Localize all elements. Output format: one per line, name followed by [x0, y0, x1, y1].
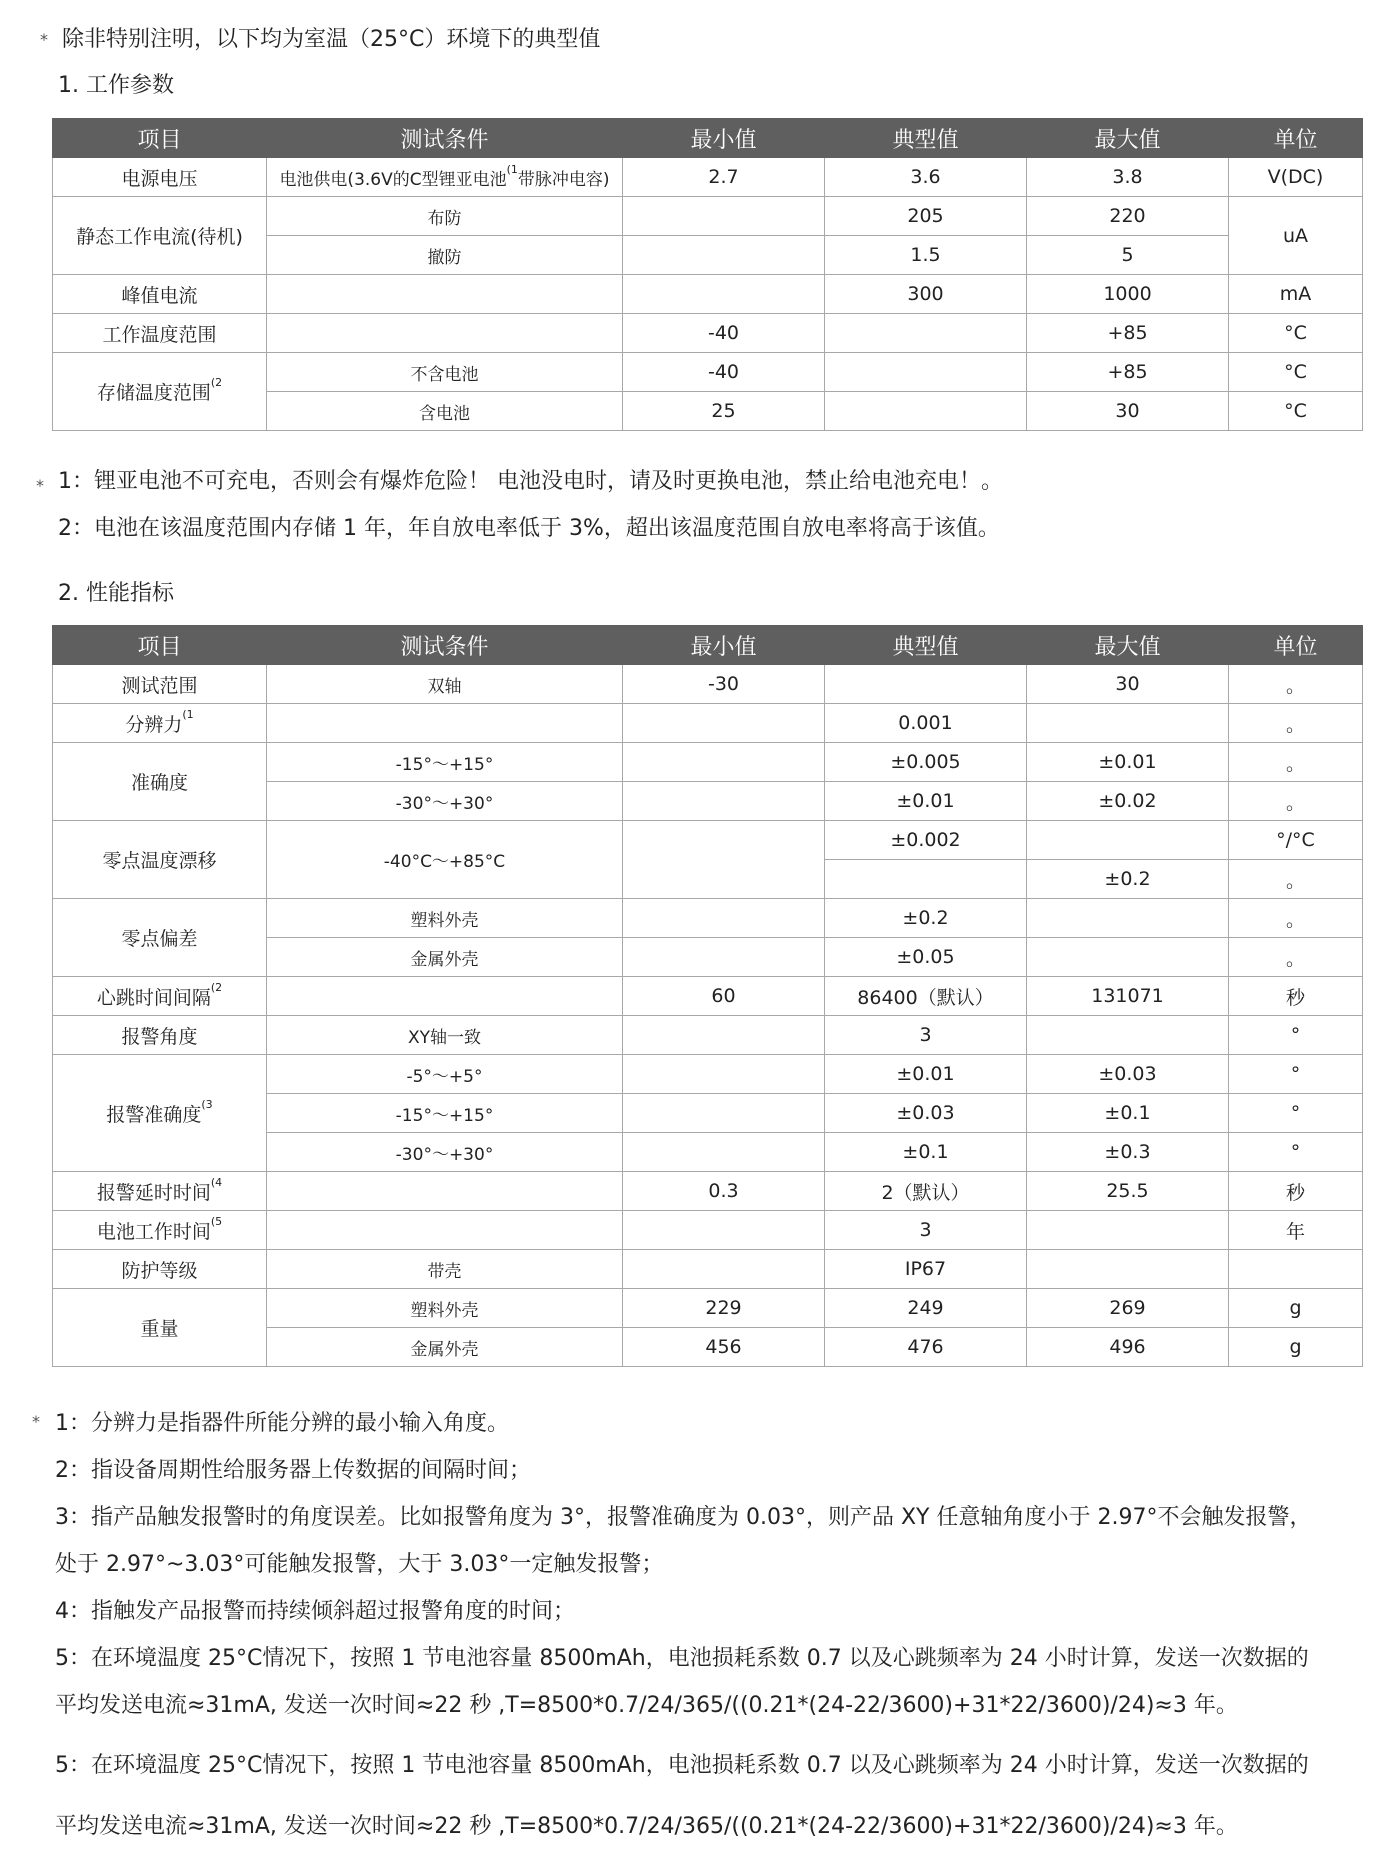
row-min [623, 1016, 825, 1055]
row-min [623, 236, 825, 275]
row-condition: 带壳 [267, 1250, 623, 1289]
row-item: 重量 [53, 1289, 267, 1367]
footnote-ref: (1 [182, 707, 194, 721]
header-max: 最大值 [1027, 626, 1229, 665]
note-battery-life-repeat: 5：在环境温度 25°C情况下，按照 1 节电池容量 8500mAh，电池损耗系数 0.7 以及心跳频率为 24 小时计算，发送一次数据的 [55, 1753, 1309, 1778]
row-condition: -15°～+15° [267, 743, 623, 782]
row-min: -40 [623, 353, 825, 392]
table-row [53, 1289, 1363, 1328]
note-storage-temperature: 2：电池在该温度范围内存储 1 年，年自放电率低于 3%，超出该温度范围自放电率将高于该值。 [58, 516, 1000, 541]
row-item: 报警角度 [53, 1016, 267, 1055]
row-typical: 2（默认） [825, 1172, 1027, 1211]
row-item: 静态工作电流(待机) [53, 197, 267, 275]
footnote-ref: (1 [506, 162, 518, 176]
row-item: 测试范围 [53, 665, 267, 704]
header-unit: 单位 [1229, 626, 1363, 665]
row-min: 2.7 [623, 158, 825, 197]
row-unit: ° [1229, 1016, 1363, 1055]
row-condition: -5°～+5° [267, 1055, 623, 1094]
row-typical: 0.001 [825, 704, 1027, 743]
condition-text: 电池供电(3.6V的C型锂亚电池 [279, 169, 507, 190]
row-condition: -15°～+15° [267, 1094, 623, 1133]
header-condition: 测试条件 [267, 626, 623, 665]
row-unit: V(DC) [1229, 158, 1363, 197]
footnote-ref: (3 [201, 1097, 213, 1111]
row-unit: g [1229, 1328, 1363, 1367]
header-condition: 测试条件 [267, 119, 623, 158]
row-min [623, 1094, 825, 1133]
row-typical: 3.6 [825, 158, 1027, 197]
header-min: 最小值 [623, 626, 825, 665]
item-label: 电源电压 [121, 167, 198, 190]
note-battery-life-cont: 平均发送电流≈31mA, 发送一次时间≈22 秒 ,T=8500*0.7/24/365/((0.21*(24-22/3600)+31*22/3600)/24)≈3 年。 [55, 1693, 1238, 1718]
header-unit: 单位 [1229, 119, 1363, 158]
row-item [53, 704, 267, 743]
row-typical: 3 [825, 1211, 1027, 1250]
row-item [53, 158, 267, 197]
item-label: 电池工作时间 [96, 1220, 211, 1243]
row-unit: 。 [1229, 782, 1363, 821]
row-typical: ±0.2 [825, 899, 1027, 938]
item-label: 分辨力 [125, 713, 183, 736]
row-max: ±0.3 [1027, 1133, 1229, 1172]
section2-title: 2. 性能指标 [58, 581, 174, 606]
row-max: 1000 [1027, 275, 1229, 314]
table-header-row [53, 626, 1363, 665]
note-heartbeat: 2：指设备周期性给服务器上传数据的间隔时间； [55, 1458, 531, 1483]
row-unit: °C [1229, 392, 1363, 431]
row-typical [825, 665, 1027, 704]
row-item: 峰值电流 [53, 275, 267, 314]
row-unit: mA [1229, 275, 1363, 314]
asterisk-marker: * [36, 476, 44, 495]
row-min [623, 782, 825, 821]
row-max: 5 [1027, 236, 1229, 275]
row-max: +85 [1027, 353, 1229, 392]
row-unit: 。 [1229, 938, 1363, 977]
row-condition [267, 977, 623, 1016]
footnote-ref: (5 [210, 1214, 223, 1228]
row-min [623, 1211, 825, 1250]
row-min [623, 1133, 825, 1172]
row-condition [267, 158, 623, 197]
item-label: 心跳时间间隔 [96, 986, 211, 1009]
table-row [53, 314, 1363, 353]
row-min: 0.3 [623, 1172, 825, 1211]
row-unit: 。 [1229, 665, 1363, 704]
row-min: 456 [623, 1328, 825, 1367]
row-item [53, 1172, 267, 1211]
table-row [53, 1211, 1363, 1250]
row-condition: -30°～+30° [267, 1133, 623, 1172]
row-unit: °/°C [1229, 821, 1363, 860]
row-condition [267, 314, 623, 353]
header-item: 项目 [53, 119, 267, 158]
row-min [623, 821, 825, 899]
row-min: 60 [623, 977, 825, 1016]
row-max: 131071 [1027, 977, 1229, 1016]
row-typical [825, 353, 1027, 392]
table-row [53, 1055, 1363, 1094]
row-max [1027, 1016, 1229, 1055]
footnote-ref: (4 [210, 1175, 223, 1189]
row-condition: 撤防 [267, 236, 623, 275]
row-unit: ° [1229, 1133, 1363, 1172]
row-typical [825, 860, 1027, 899]
row-max: ±0.2 [1027, 860, 1229, 899]
row-typical: ±0.03 [825, 1094, 1027, 1133]
row-unit: °C [1229, 353, 1363, 392]
row-max [1027, 938, 1229, 977]
note-alarm-accuracy-cont: 处于 2.97°~3.03°可能触发报警，大于 3.03°一定触发报警； [55, 1552, 664, 1577]
row-condition: 含电池 [267, 392, 623, 431]
row-condition: 布防 [267, 197, 623, 236]
row-typical: 249 [825, 1289, 1027, 1328]
operating-parameters-table [52, 118, 1363, 431]
row-max: 3.8 [1027, 158, 1229, 197]
row-typical: ±0.01 [825, 1055, 1027, 1094]
row-typical: ±0.05 [825, 938, 1027, 977]
row-typical: 3 [825, 1016, 1027, 1055]
row-min [623, 704, 825, 743]
table-row [53, 977, 1363, 1016]
row-max: 30 [1027, 392, 1229, 431]
section1-title: 1. 工作参数 [58, 73, 174, 98]
row-max: 220 [1027, 197, 1229, 236]
row-min: 229 [623, 1289, 825, 1328]
row-unit: 。 [1229, 704, 1363, 743]
row-max: 496 [1027, 1328, 1229, 1367]
row-condition: -30°～+30° [267, 782, 623, 821]
row-condition [267, 1211, 623, 1250]
row-condition [267, 1172, 623, 1211]
row-unit: 。 [1229, 899, 1363, 938]
footnote-ref: (2 [210, 980, 223, 994]
table-row [53, 158, 1363, 197]
row-item: 防护等级 [53, 1250, 267, 1289]
row-condition: 双轴 [267, 665, 623, 704]
row-unit: 秒 [1229, 1172, 1363, 1211]
row-min [623, 275, 825, 314]
row-max [1027, 1211, 1229, 1250]
item-label: 存储温度范围 [96, 382, 211, 404]
table-row [53, 665, 1363, 704]
row-min [623, 899, 825, 938]
row-typical: ±0.005 [825, 743, 1027, 782]
row-unit: 。 [1229, 743, 1363, 782]
row-unit: 年 [1229, 1211, 1363, 1250]
table-row [53, 1172, 1363, 1211]
row-typical: 300 [825, 275, 1027, 314]
table-row [53, 197, 1363, 236]
table-row [53, 353, 1363, 392]
condition-text-tail: 带脉冲电容) [517, 169, 610, 190]
row-typical: 476 [825, 1328, 1027, 1367]
row-min [623, 1250, 825, 1289]
row-unit: 秒 [1229, 977, 1363, 1016]
table-row [53, 743, 1363, 782]
note-battery-life: 5：在环境温度 25°C情况下，按照 1 节电池容量 8500mAh，电池损耗系数 0.7 以及心跳频率为 24 小时计算，发送一次数据的 [55, 1646, 1309, 1671]
row-typical [825, 392, 1027, 431]
row-max: ±0.02 [1027, 782, 1229, 821]
footnote-ref: (2 [210, 376, 223, 389]
row-condition: -40°C～+85°C [267, 821, 623, 899]
row-max: 30 [1027, 665, 1229, 704]
header-typical: 典型值 [825, 119, 1027, 158]
note-resolution: 1：分辨力是指器件所能分辨的最小输入角度。 [55, 1411, 509, 1436]
row-min [623, 938, 825, 977]
table-row [53, 1016, 1363, 1055]
row-condition: XY轴一致 [267, 1016, 623, 1055]
row-max [1027, 1250, 1229, 1289]
row-unit: °C [1229, 314, 1363, 353]
note-battery-charge: 1：锂亚电池不可充电，否则会有爆炸危险！ 电池没电时，请及时更换电池，禁止给电池充电！。 [58, 469, 1003, 494]
row-typical: 205 [825, 197, 1027, 236]
row-min [623, 743, 825, 782]
table-header-row [53, 119, 1363, 158]
row-max [1027, 704, 1229, 743]
row-typical: IP67 [825, 1250, 1027, 1289]
row-typical: ±0.01 [825, 782, 1027, 821]
row-unit: uA [1229, 197, 1363, 275]
row-min: 25 [623, 392, 825, 431]
row-max: +85 [1027, 314, 1229, 353]
row-typical: ±0.1 [825, 1133, 1027, 1172]
header-typical: 典型值 [825, 626, 1027, 665]
row-item [53, 1211, 267, 1250]
row-max: ±0.03 [1027, 1055, 1229, 1094]
header-min: 最小值 [623, 119, 825, 158]
row-max [1027, 821, 1229, 860]
row-unit: ° [1229, 1055, 1363, 1094]
row-condition: 塑料外壳 [267, 1289, 623, 1328]
row-min [623, 1055, 825, 1094]
header-item: 项目 [53, 626, 267, 665]
row-item: 工作温度范围 [53, 314, 267, 353]
item-label: 报警准确度 [106, 1103, 202, 1126]
asterisk-marker: * [40, 30, 48, 49]
row-unit: g [1229, 1289, 1363, 1328]
row-item [53, 977, 267, 1016]
row-unit [1229, 1250, 1363, 1289]
table-row [53, 275, 1363, 314]
row-condition: 金属外壳 [267, 938, 623, 977]
item-label: 报警延时时间 [96, 1181, 211, 1204]
row-item: 零点偏差 [53, 899, 267, 977]
row-max: 25.5 [1027, 1172, 1229, 1211]
row-min: -40 [623, 314, 825, 353]
row-max [1027, 899, 1229, 938]
note-alarm-accuracy: 3：指产品触发报警时的角度误差。比如报警角度为 3°，报警准确度为 0.03°，则产品 XY 任意轴角度小于 2.97°不会触发报警， [55, 1505, 1312, 1530]
table-row [53, 1250, 1363, 1289]
row-condition [267, 275, 623, 314]
row-typical [825, 314, 1027, 353]
row-max: ±0.1 [1027, 1094, 1229, 1133]
row-max: 269 [1027, 1289, 1229, 1328]
row-item: 零点温度漂移 [53, 821, 267, 899]
row-condition [267, 704, 623, 743]
row-min [623, 197, 825, 236]
note-battery-life-repeat-cont: 平均发送电流≈31mA, 发送一次时间≈22 秒 ,T=8500*0.7/24/365/((0.21*(24-22/3600)+31*22/3600)/24)≈3 年。 [55, 1814, 1238, 1839]
row-min: -30 [623, 665, 825, 704]
row-typical: 86400（默认） [825, 977, 1027, 1016]
note-alarm-delay: 4：指触发产品报警而持续倾斜超过报警角度的时间； [55, 1599, 575, 1624]
row-condition: 金属外壳 [267, 1328, 623, 1367]
table-row [53, 704, 1363, 743]
asterisk-marker: * [32, 1412, 40, 1431]
table-row [53, 899, 1363, 938]
row-max: ±0.01 [1027, 743, 1229, 782]
row-unit: ° [1229, 1094, 1363, 1133]
table-row [53, 821, 1363, 860]
row-condition: 不含电池 [267, 353, 623, 392]
row-typical: 1.5 [825, 236, 1027, 275]
header-max: 最大值 [1027, 119, 1229, 158]
row-item [53, 1055, 267, 1172]
row-typical: ±0.002 [825, 821, 1027, 860]
performance-table [52, 625, 1363, 1367]
intro-note: 除非特别注明，以下均为室温（25°C）环境下的典型值 [62, 27, 601, 52]
row-unit: 。 [1229, 860, 1363, 899]
row-item: 准确度 [53, 743, 267, 821]
row-item [53, 353, 267, 431]
row-condition: 塑料外壳 [267, 899, 623, 938]
